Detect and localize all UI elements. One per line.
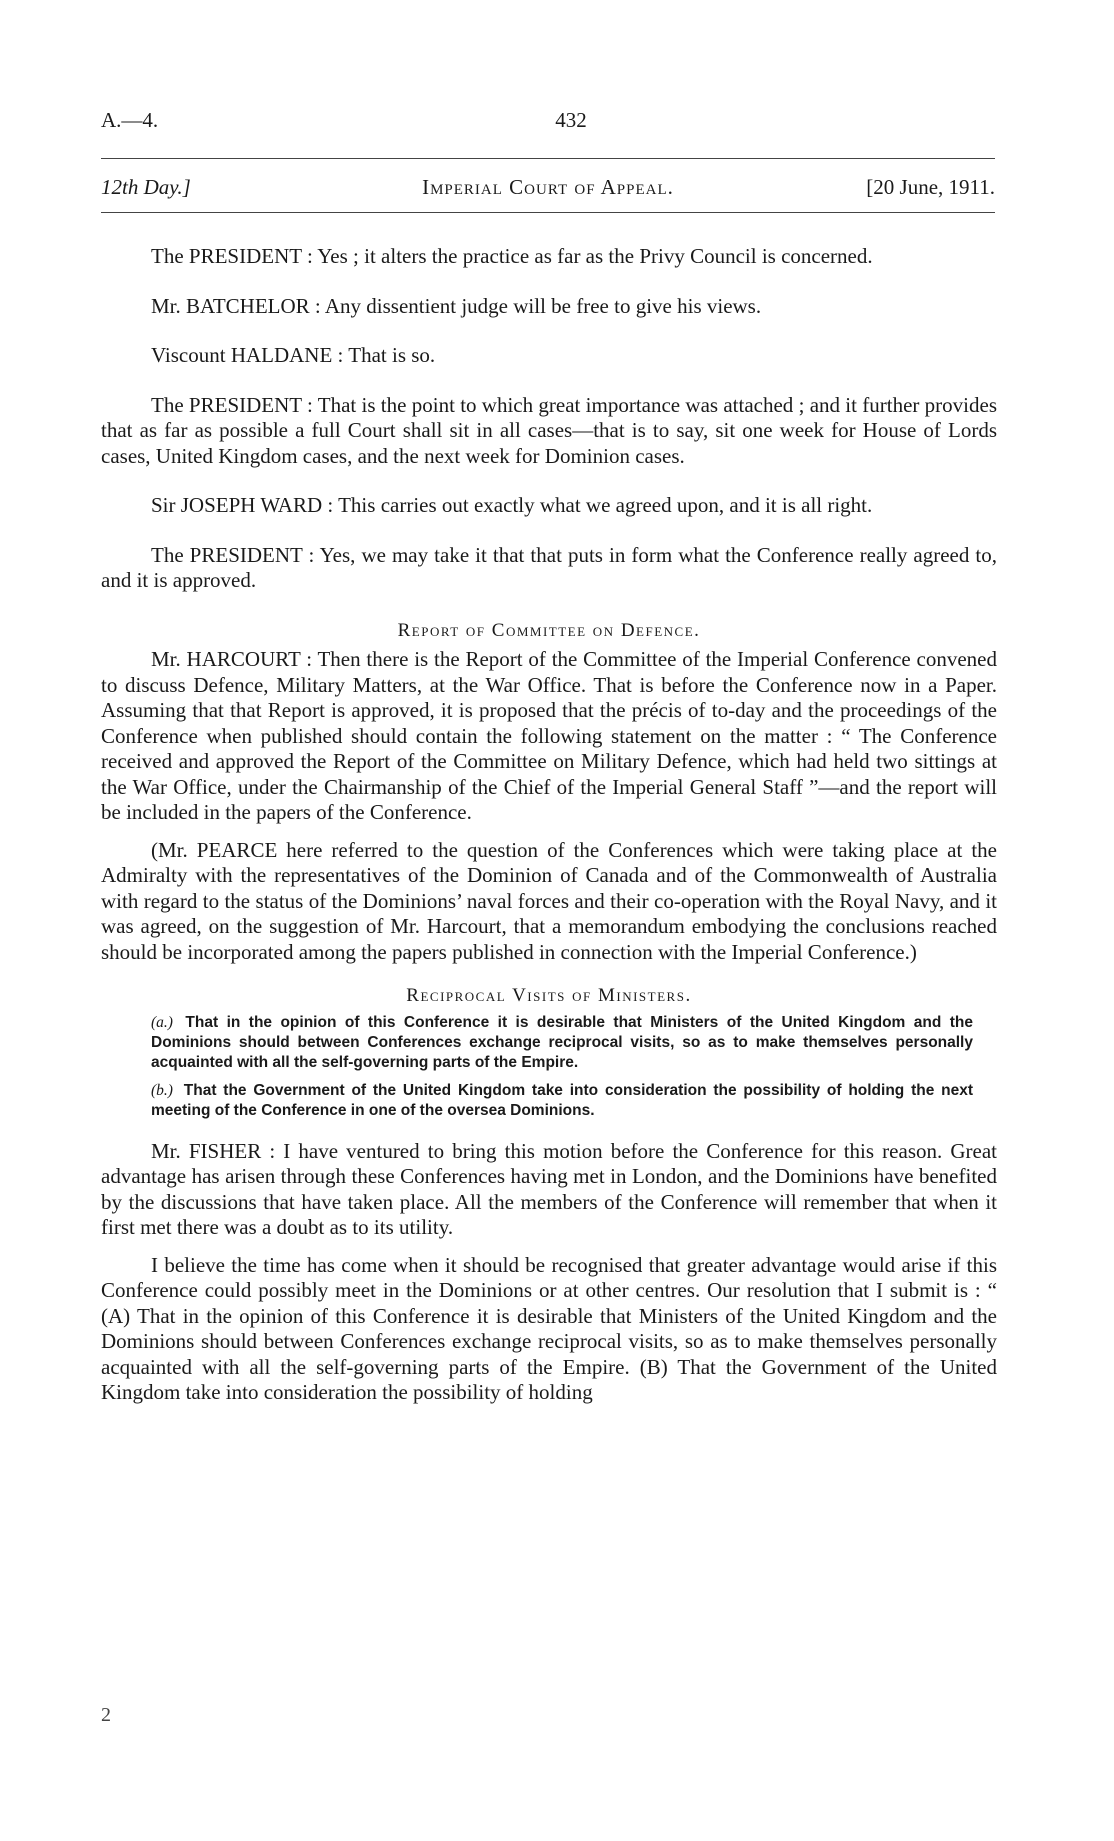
paragraph: The PRESIDENT : That is the point to which great importance was attached ; and it further provides that as far as possible a full Court shall sit in all cases—that is to say, sit one week for House of Lords cases, United Kingdom cases, and the next week for Dominion cases. xyxy=(101,392,997,468)
body-text xyxy=(101,244,997,1418)
paragraph: Mr. HARCOURT : Then there is the Report of the Committee of the Imperial Conference convened to discuss Defence, Military Matters, at the War Office. That is before the Conference now in a Paper. Assuming that that Report is approved, it is proposed that the précis of to-day and the proceedings of the Conference when published should contain the following statement on the matter : “ The Conference received and approved the Report of the Committee on Military Defence, which had held two sittings at the War Office, under the Chairmanship of the Chief of the Imperial General Staff ”—and the report will be included in the papers of the Conference. xyxy=(101,647,997,824)
paragraph: I believe the time has come when it should be recognised that greater advantage would arise if this Conference could possibly meet in the Dominions or at other centres. Our resolution that I submit is : “ (A) That in the opinion of this Conference it is desirable that Ministers of the United Kingdom and the Dominions should between Conferences exchange reciprocal visits, so as to make themselves personally acquainted with all the self-governing parts of the Empire. (B) That the Government of the United Kingdom take into consideration the possibility of holding xyxy=(101,1252,997,1404)
signature-mark: 2 xyxy=(101,1704,111,1726)
running-title: Imperial Court of Appeal. xyxy=(422,175,674,199)
section-heading-defence: Report of Committee on Defence. xyxy=(397,619,701,641)
resolution-text: That the Government of the United Kingdom take into consideration the possibility of holding the next meeting of the Conference in one of the oversea Dominions. xyxy=(151,1081,973,1119)
paragraph: (Mr. PEARCE here referred to the question of the Conferences which were taking place at the Admiralty with the representatives of the Dominion of Canada and of the Commonwealth of Australia with regard to the status of the Dominions’ naval forces and their co-operation with the Royal Navy, and it was agreed, on the suggestion of Mr. Harcourt, that a memorandum embodying the conclusions reached should be incorporated among the papers published in connection with the Imperial Conference.) xyxy=(101,837,997,964)
resolution-text: That in the opinion of this Conference it is desirable that Ministers of the United Kingdom and the Dominions should between Conferences exchange reciprocal visits, so as to make themselves personally acquainted with all the self-governing parts of the Empire. xyxy=(151,1013,974,1071)
header-rule-top xyxy=(101,158,995,159)
page-header xyxy=(101,108,995,148)
resolution-label: (a.) xyxy=(151,1013,173,1031)
paragraph: Mr. BATCHELOR : Any dissentient judge will be free to give his views. xyxy=(151,293,762,318)
section-heading-visits: Reciprocal Visits of Ministers. xyxy=(406,985,692,1006)
paragraph: The PRESIDENT : Yes ; it alters the practice as far as the Privy Council is concerned. xyxy=(151,244,873,268)
running-header xyxy=(101,175,995,207)
resolution-label: (b.) xyxy=(151,1081,173,1099)
resolution-a xyxy=(151,1013,973,1073)
resolution-b xyxy=(151,1081,973,1121)
paragraph: Viscount HALDANE : That is so. xyxy=(151,343,436,367)
page-number: 432 xyxy=(555,108,587,132)
date-label: [20 June, 1911. xyxy=(866,175,995,199)
paragraph: Sir JOSEPH WARD : This carries out exactly what we agreed upon, and it is all right. xyxy=(151,493,873,517)
day-text: 12th Day.] xyxy=(101,175,191,199)
paragraph: The PRESIDENT : Yes, we may take it that that puts in form what the Conference really agreed to, and it is approved. xyxy=(101,542,997,592)
paragraph: Mr. FISHER : I have ventured to bring this motion before the Conference for this reason. Great advantage has arisen through these Conferences having met in London, and the Dominions have benefited by the discussions that have taken place. All the members of the Conference will remember that when it first met there was a doubt as to its utility. xyxy=(101,1138,997,1239)
paper-reference: A.—4. xyxy=(101,108,159,132)
header-rule-bottom xyxy=(101,212,995,213)
